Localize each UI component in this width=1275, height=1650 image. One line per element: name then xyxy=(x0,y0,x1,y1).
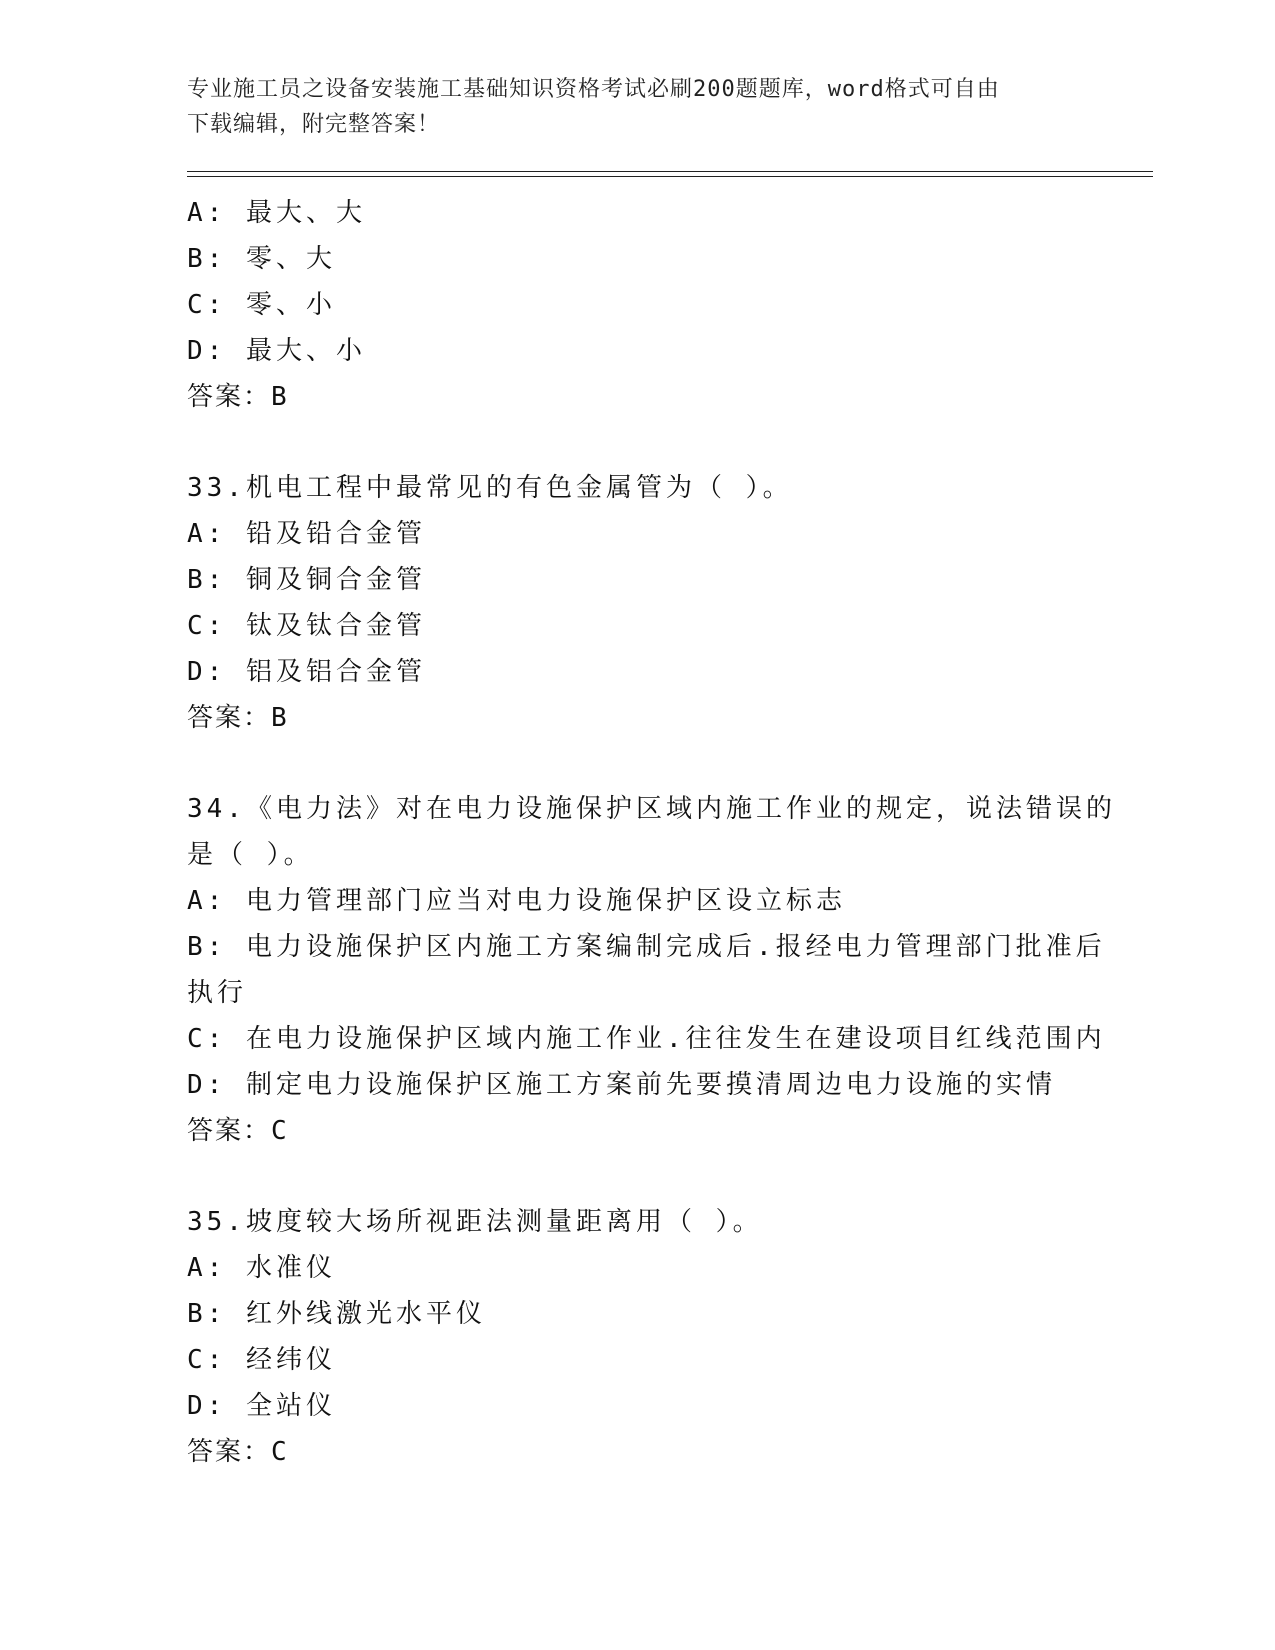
header-divider-bottom xyxy=(187,176,1153,177)
question-33 xyxy=(187,465,1087,741)
question-spacer xyxy=(187,420,1087,465)
answer-line: 答案：C xyxy=(187,1116,289,1146)
option-c: C: 钛及钛合金管 xyxy=(187,611,426,641)
question-34 xyxy=(187,786,1116,1154)
option-b-line-2: 执行 xyxy=(187,978,248,1008)
option-b: B: 铜及铜合金管 xyxy=(187,565,426,595)
option-d: D: 全站仪 xyxy=(187,1391,336,1421)
question-stem-line-2: 是（ ）。 xyxy=(187,840,314,870)
answer-line: 答案：C xyxy=(187,1437,289,1467)
option-b: B: 红外线激光水平仪 xyxy=(187,1299,486,1329)
document-header xyxy=(187,72,1087,142)
option-d: D: 铝及铝合金管 xyxy=(187,657,426,687)
option-c: C: 经纬仪 xyxy=(187,1345,336,1375)
option-a: A: 电力管理部门应当对电力设施保护区设立标志 xyxy=(187,886,846,916)
option-d: D: 最大、小 xyxy=(187,336,366,366)
header-line-1: 专业施工员之设备安装施工基础知识资格考试必刷200题题库，word格式可自由 xyxy=(187,77,1000,102)
question-stem: 35.坡度较大场所视距法测量距离用（ ）。 xyxy=(187,1207,763,1237)
option-a: A: 最大、大 xyxy=(187,198,366,228)
question-stem: 33.机电工程中最常见的有色金属管为（ ）。 xyxy=(187,473,793,503)
header-divider-top xyxy=(187,171,1153,172)
option-c: C: 零、小 xyxy=(187,290,336,320)
question-35 xyxy=(187,1199,1087,1475)
option-b: B: 零、大 xyxy=(187,244,336,274)
option-d: D: 制定电力设施保护区施工方案前先要摸清周边电力设施的实情 xyxy=(187,1070,1056,1100)
question-32-continued xyxy=(187,190,1087,420)
question-spacer xyxy=(187,741,1087,786)
option-b-line-1: B: 电力设施保护区内施工方案编制完成后.报经电力管理部门批准后 xyxy=(187,932,1106,962)
option-c: C: 在电力设施保护区域内施工作业.往往发生在建设项目红线范围内 xyxy=(187,1024,1106,1054)
header-line-2: 下载编辑，附完整答案！ xyxy=(187,112,441,137)
option-a: A: 铅及铅合金管 xyxy=(187,519,426,549)
question-spacer xyxy=(187,1154,1087,1199)
question-stem-line-1: 34.《电力法》对在电力设施保护区域内施工作业的规定，说法错误的 xyxy=(187,794,1116,824)
option-a: A: 水准仪 xyxy=(187,1253,336,1283)
answer-line: 答案：B xyxy=(187,703,289,733)
answer-line: 答案：B xyxy=(187,382,289,412)
question-list xyxy=(187,190,1116,1475)
